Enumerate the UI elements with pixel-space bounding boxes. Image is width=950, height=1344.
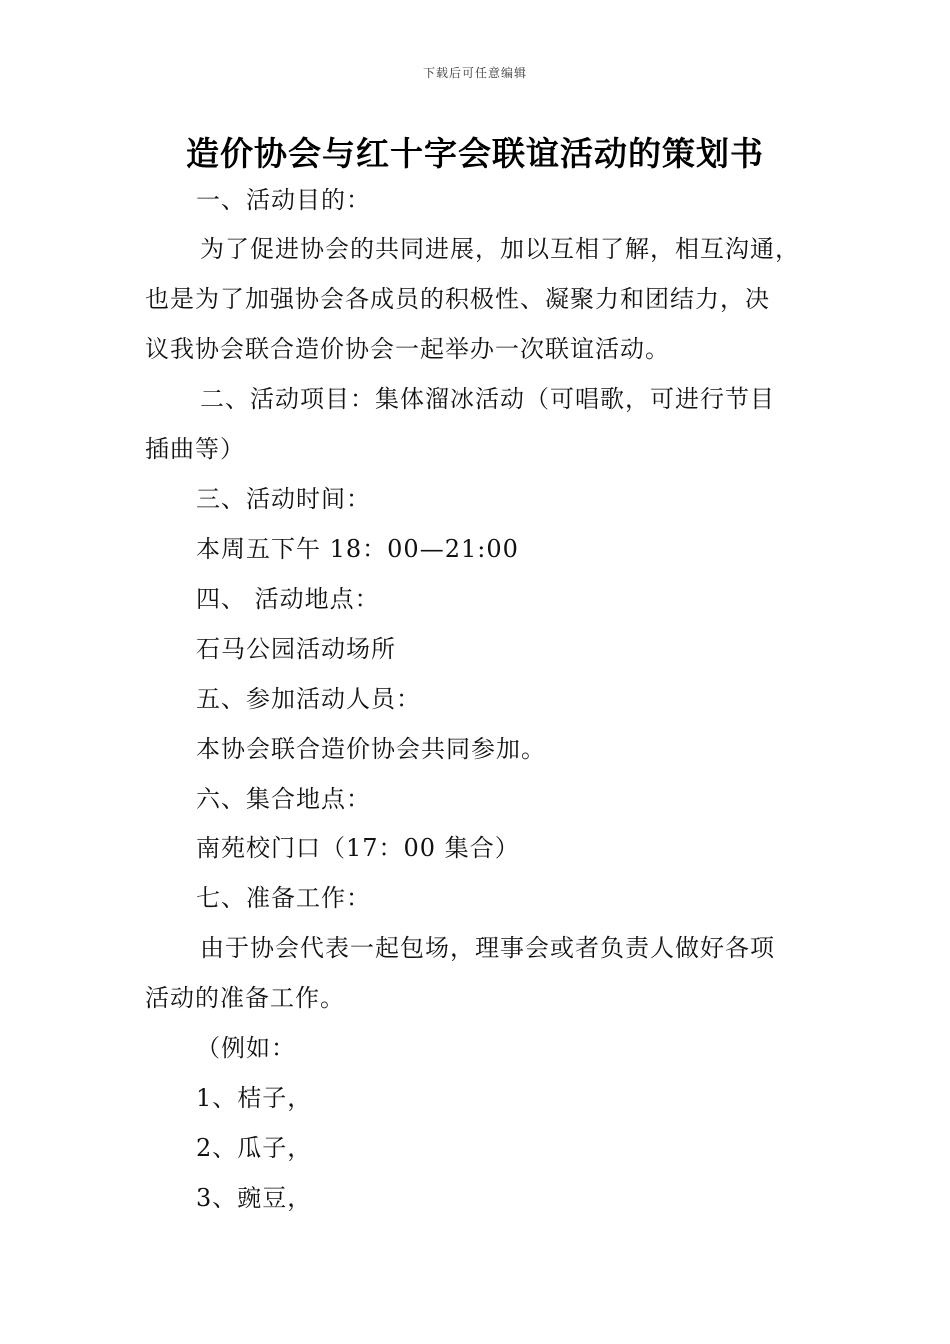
time-value: 本周五下午 18：00—21:00 bbox=[196, 535, 519, 563]
section-people-heading: 五、参加活动人员： bbox=[196, 685, 421, 713]
section-place-heading: 四、 活动地点： bbox=[196, 585, 380, 613]
section-gather-heading: 六、集合地点： bbox=[196, 785, 371, 813]
gather-value: 南苑校门口（17：00 集合） bbox=[196, 834, 520, 862]
purpose-paragraph-line-2: 也是为了加强协会各成员的积极性、凝聚力和团结力，决 bbox=[145, 285, 770, 313]
list-item-1: 1、桔子， bbox=[196, 1084, 313, 1112]
prep-paragraph-line-1: 由于协会代表一起包场，理事会或者负责人做好各项 bbox=[200, 934, 775, 962]
purpose-paragraph-line-1: 为了促进协会的共同进展，加以互相了解，相互沟通， bbox=[200, 235, 800, 263]
section-time-heading: 三、活动时间： bbox=[196, 485, 371, 513]
section-prep-heading: 七、准备工作： bbox=[196, 884, 371, 912]
section-purpose-heading: 一、活动目的： bbox=[196, 186, 371, 214]
prep-paragraph-line-2: 活动的准备工作。 bbox=[145, 984, 345, 1012]
place-value: 石马公园活动场所 bbox=[196, 635, 396, 663]
people-value: 本协会联合造价协会共同参加。 bbox=[196, 735, 546, 763]
section-project-line-1: 二、活动项目：集体溜冰活动（可唱歌，可进行节目 bbox=[200, 385, 775, 413]
list-item-2: 2、瓜子， bbox=[196, 1134, 313, 1162]
page-title: 造价协会与红十字会联谊活动的策划书 bbox=[186, 134, 764, 173]
purpose-paragraph-line-3: 议我协会联合造价协会一起举办一次联谊活动。 bbox=[145, 335, 670, 363]
example-heading: （例如： bbox=[196, 1034, 296, 1062]
header-note: 下载后可任意编辑 bbox=[422, 66, 527, 80]
section-project-line-2: 插曲等） bbox=[145, 435, 245, 463]
list-item-3: 3、豌豆， bbox=[196, 1184, 313, 1212]
